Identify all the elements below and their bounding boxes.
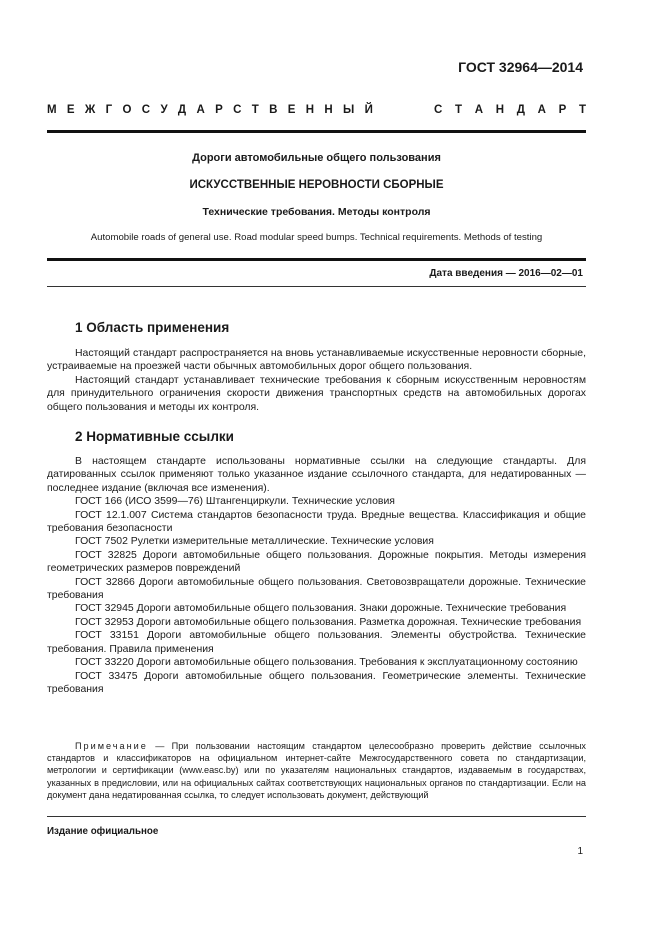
- banner-word-standard: С Т А Н Д А Р Т: [434, 104, 586, 116]
- page-number: 1: [577, 846, 583, 857]
- english-title: Automobile roads of general use. Road modular speed bumps. Technical requirements. Methods of testing: [90, 232, 543, 243]
- reference-item: ГОСТ 7502 Рулетки измерительные металлические. Технические условия: [75, 536, 434, 548]
- note-block: [47, 740, 586, 801]
- main-title: ИСКУССТВЕННЫЕ НЕРОВНОСТИ СБОРНЫЕ: [189, 179, 444, 191]
- reference-item: ГОСТ 32825 Дороги автомобильные общего пользования. Дорожные покрытия. Методы измерения геометрических размеров повреждений: [47, 549, 586, 575]
- date-divider: [47, 286, 586, 287]
- reference-item: ГОСТ 32945 Дороги автомобильные общего пользования. Знаки дорожные. Технические требования: [75, 603, 567, 615]
- standard-type-banner: [47, 104, 586, 116]
- banner-word-interstate: М Е Ж Г О С У Д А Р С Т В Е Н Н Ы Й: [47, 104, 373, 116]
- reference-item: ГОСТ 32866 Дороги автомобильные общего пользования. Световозвращатели дорожные. Технические требования: [47, 576, 586, 602]
- official-edition-label: Издание официальное: [47, 826, 159, 837]
- title-divider: [47, 258, 586, 261]
- footer-divider: [47, 816, 586, 817]
- paragraph: Настоящий стандарт устанавливает технические требования к сборным искусственным неровностям для принудительного ограничения скорости движения транспортных средств на автомобильных дорогах общего пользования и методы их контроля.: [47, 374, 586, 413]
- series-title: Дороги автомобильные общего пользования: [192, 152, 441, 164]
- subtitle: Технические требования. Методы контроля: [202, 206, 431, 218]
- reference-item: ГОСТ 33475 Дороги автомобильные общего пользования. Геометрические элементы. Технические требования: [47, 670, 586, 695]
- section-1-heading: 1 Область применения: [75, 320, 230, 335]
- reference-item: ГОСТ 33220 Дороги автомобильные общего пользования. Требования к эксплуатационному состоянию: [75, 657, 578, 669]
- note-label: Примечание: [75, 741, 148, 751]
- document-number: ГОСТ 32964—2014: [458, 59, 583, 75]
- paragraph: В настоящем стандарте использованы нормативные ссылки на следующие стандарты. Для датированных ссылок применяют только указанное издание ссылочного стандарта, для недатированных — последнее издание (включая все изменения).: [47, 456, 586, 494]
- reference-item: ГОСТ 32953 Дороги автомобильные общего пользования. Разметка дорожная. Технические требования: [75, 616, 582, 628]
- top-divider: [47, 130, 586, 133]
- section-1-body: [47, 347, 586, 414]
- note-text: — При пользовании настоящим стандартом целесообразно проверить действие ссылочных стандартов и классификаторов на официальном интернет-сайте Межгосударственного совета по стандартизации, метрологии и сертификации (www.easc.by) или по указателям национальных стандартов, издаваемым в государствах, указанных в предисловии, или на официальных сайтах соответствующих национальных органов по стандартизации. Если на документ дана недатированная ссылка, то следует использовать документ, действующий: [47, 741, 586, 800]
- reference-item: ГОСТ 166 (ИСО 3599—76) Штангенциркули. Технические условия: [75, 496, 395, 508]
- section-2-heading: 2 Нормативные ссылки: [75, 429, 234, 444]
- introduction-date: Дата введения — 2016—02—01: [429, 268, 583, 279]
- section-2-body: [47, 455, 586, 696]
- paragraph: Настоящий стандарт распространяется на вновь устанавливаемые искусственные неровности сборные, устраиваемые на проезжей части обычных автомобильных дорог общего пользования.: [47, 348, 586, 373]
- reference-item: ГОСТ 33151 Дороги автомобильные общего пользования. Элементы обустройства. Технические требования. Правила применения: [47, 630, 586, 655]
- reference-item: ГОСТ 12.1.007 Система стандартов безопасности труда. Вредные вещества. Классификация и общие требования безопасности: [47, 509, 586, 535]
